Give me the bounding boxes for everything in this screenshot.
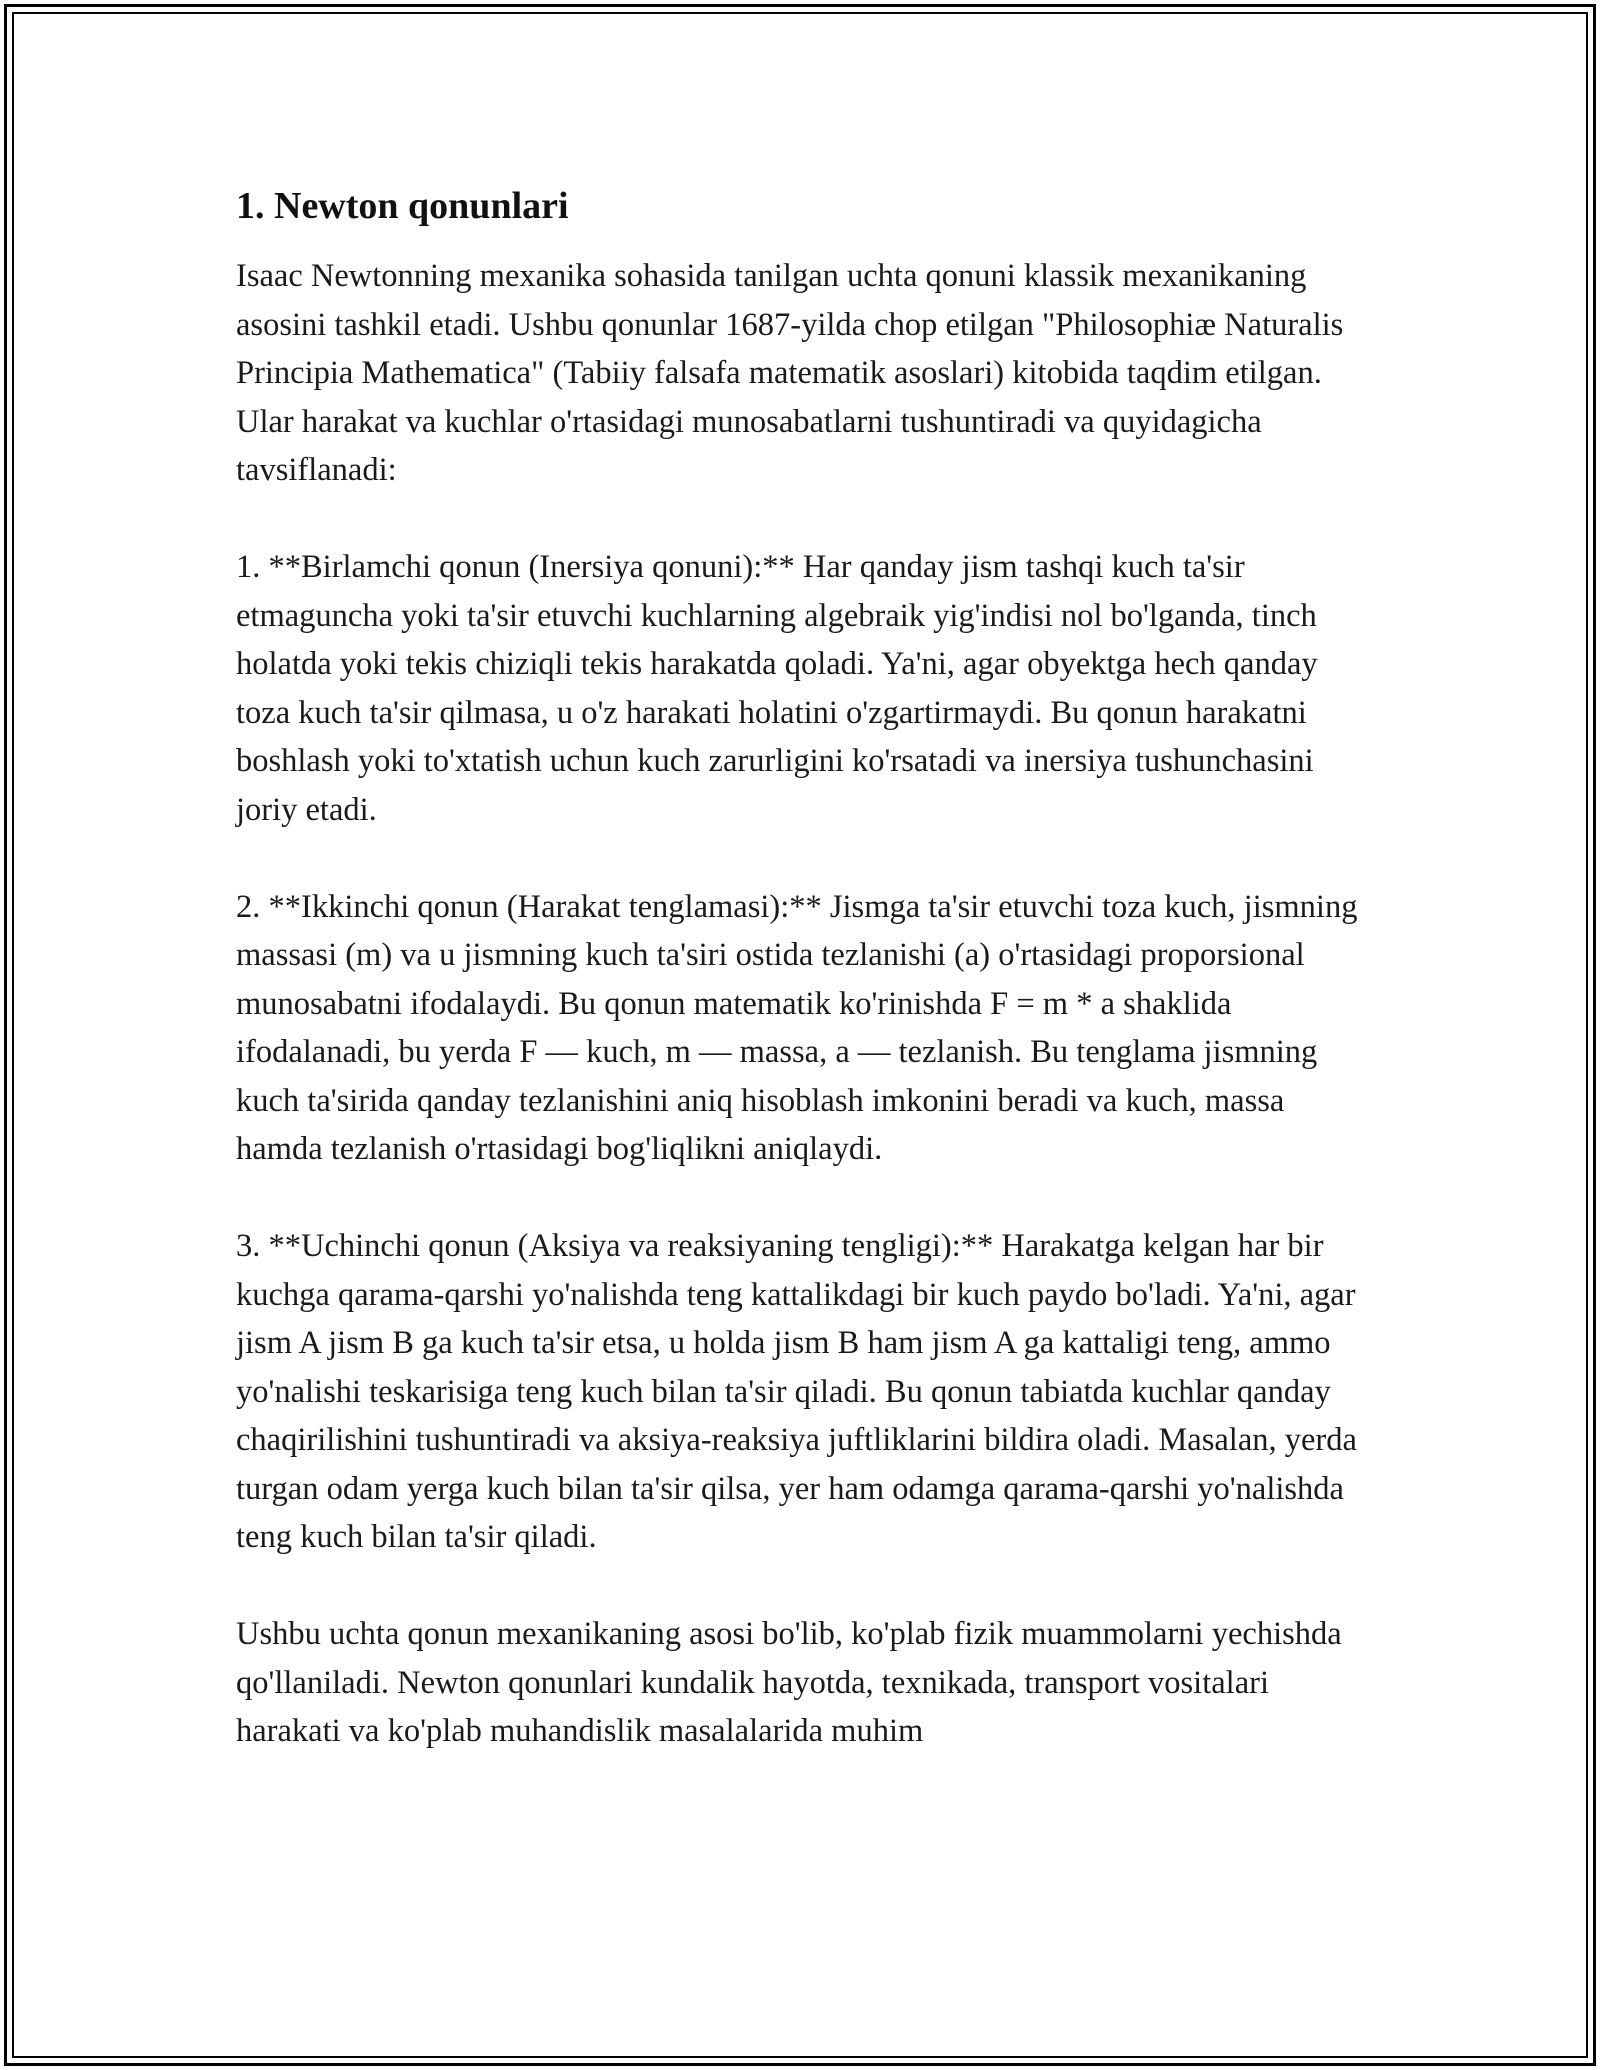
section-heading: 1. Newton qonunlari — [236, 185, 569, 227]
intro-paragraph: Isaac Newtonning mexanika sohasida tanilgan uchta qonuni klassik mexanikaning asosini tashkil etadi. Ushbu qonunlar 1687-yilda chop etilgan "Philosophiæ Naturalis Principia Mathematica" (Tabiiy falsafa matematik asoslari) kitobida taqdim etilgan. Ular harakat va kuchlar o'rtasidagi munosabatlarni tushuntiradi va quyidagicha tavsiflanadi: — [236, 258, 1344, 488]
first-law-paragraph: 1. **Birlamchi qonun (Inersiya qonuni):** Har qanday jism tashqi kuch ta'sir etmaguncha yoki ta'sir etuvchi kuchlarning algebraik yig'indisi nol bo'lganda, tinch holatda yoki tekis chiziqli tekis harakatda qoladi. Ya'ni, agar obyektga hech qanday toza kuch ta'sir qilmasa, u o'z harakati holatini o'zgartirmaydi. Bu qonun harakatni boshlash yoki to'xtatish uchun kuch zarurligini ko'rsatadi va inersiya tushunchasini joriy etadi. — [236, 549, 1318, 828]
second-law-paragraph: 2. **Ikkinchi qonun (Harakat tenglamasi):** Jismga ta'sir etuvchi toza kuch, jismning massasi (m) va u jismning kuch ta'siri ostida tezlanishi (a) o'rtasidagi proporsional munosabatni ifodalaydi. Bu qonun matematik ko'rinishda F = m * a shaklida ifodalanadi, bu yerda F — kuch, m — massa, a — tezlanish. Bu tenglama jismning kuch ta'sirida qanday tezlanishini aniq hisoblash imkonini beradi va kuch, massa hamda tezlanish o'rtasidagi bog'liqlikni aniqlaydi. — [236, 888, 1358, 1167]
document-body — [236, 184, 1376, 1756]
third-law-paragraph: 3. **Uchinchi qonun (Aksiya va reaksiyaning tengligi):** Harakatga kelgan har bir kuchga qarama-qarshi yo'nalishda teng kattalikdagi bir kuch paydo bo'ladi. Ya'ni, agar jism A jism B ga kuch ta'sir etsa, u holda jism B ham jism A ga kattaligi teng, ammo yo'nalishi teskarisiga teng kuch bilan ta'sir qiladi. Bu qonun tabiatda kuchlar qanday chaqirilishini tushuntiradi va aksiya-reaksiya juftliklarini bildira oladi. Masalan, yerda turgan odam yerga kuch bilan ta'sir qilsa, yer ham odamga qarama-qarshi yo'nalishda teng kuch bilan ta'sir qiladi. — [236, 1228, 1357, 1555]
conclusion-paragraph: Ushbu uchta qonun mexanikaning asosi bo'lib, ko'plab fizik muammolarni yechishda qo'llaniladi. Newton qonunlari kundalik hayotda, texnikada, transport vositalari harakati va ko'plab muhandislik masalalarida muhim — [236, 1616, 1342, 1749]
